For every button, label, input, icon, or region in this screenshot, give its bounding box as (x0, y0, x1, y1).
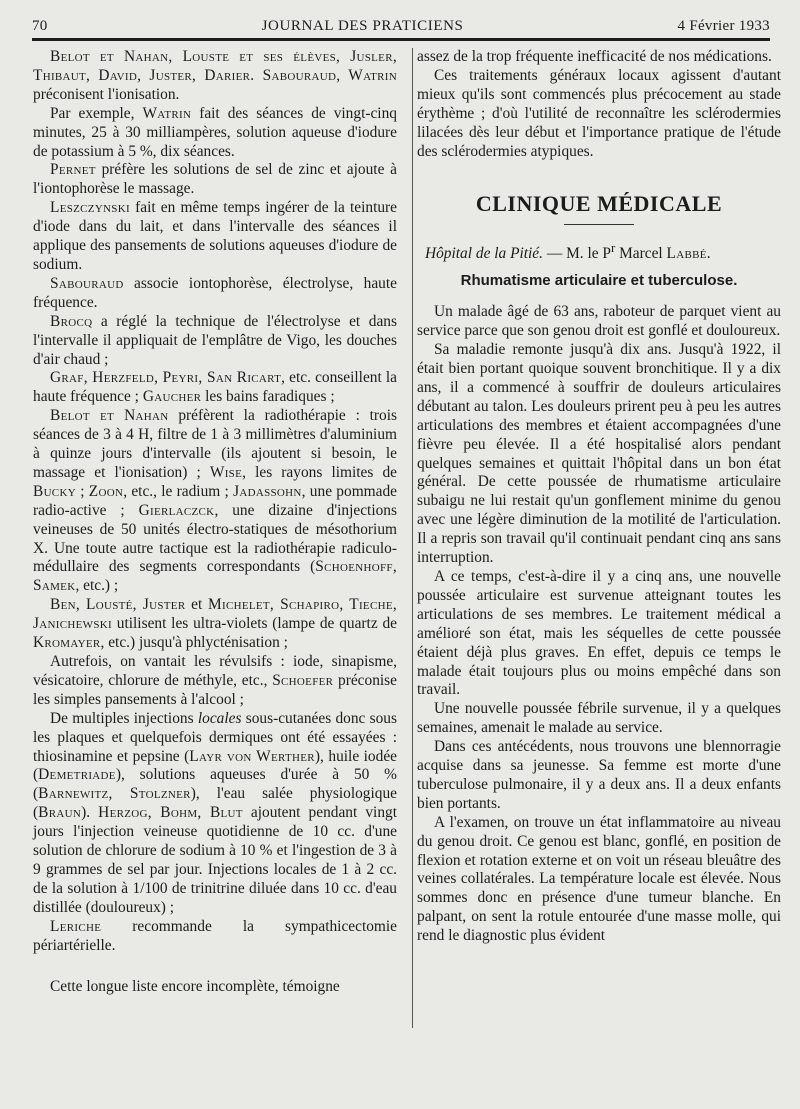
paragraph: A l'examen, on trouve un état inflammatoire au niveau du genou droit. Ce genou est blanc, gonflé, en position de flexion et rotation externe et on voit un réseau bleuâtre des veines collatérales. La température locale est élevée. Nous sommes donc en présence d'une tumeur blanche. En palpant, on sent la rotule entourée d'une masse molle, qui rend le diagnostic plus évident (417, 813, 781, 945)
paragraph: Autrefois, on vantait les révulsifs : iode, sinapisme, vésicatoire, chlorure de méthyle, etc., Schoefer préconise les simples pansements à l'alcool ; (33, 653, 397, 708)
paragraph: Brocq a réglé la technique de l'électrolyse et dans l'intervalle il appliquait de l'emplâtre de Vigo, les douches d'air chaud ; (33, 312, 397, 368)
paragraph: Sa maladie remonte jusqu'à dix ans. Jusqu'à 1922, il était bien portant quoique souvent bronchitique. Il y a dix ans, il a commencé à souffrir de douleurs articulaires débutant au talon. Les douleurs prirent peu à peu les autres articulations des membres et étaient accompagnées d'une fièvre peu élevée. Il a été hospitalisé alors pendant quelques semaines et quittait l'hôpital dans un bon état général. De cette poussée de rhumatisme articulaire subaigu ne lui restait qu'un gonflement minime du genou avec une légère diminution de la motilité de l'articulation. Il a repris son travail qu'il continuait pendant cinq ans sans interruption. (417, 341, 781, 567)
paragraph: Graf, Herzfeld, Peyri, San Ricart, etc. conseillent la haute fréquence ; Gaucher les bains faradiques ; (33, 369, 397, 406)
paragraph: Pernet préfère les solutions de sel de zinc et ajoute à l'iontophorèse le massage. (33, 161, 397, 198)
paragraph: Ces traitements généraux locaux agissent d'autant mieux qu'ils sont commencés plus précocement au stade érythème ; d'où l'utilité de reconnaître les sclérodermies lilacées dès leur début et l'importance pratique de l'étude des sclérodermies atypiques. (417, 66, 781, 160)
section-heading: CLINIQUE MÉDICALE (475, 191, 723, 217)
paragraph: Belot et Nahan préfèrent la radiothérapie : trois séances de 3 à 4 H, filtre de 1 à 3 millimètres d'aluminium à quinze jours d'intervalle (ils ajoutent si besoin, le massage et l'ionisation) ; Wise, les rayons limites de Bucky ; Zoon, etc., le radium ; Jadassohn, une pommade radio-active ; Gierlaczck, une dizaine d'injections veineuses de 50 unités électro-statiques de mésothorium X. Une toute autre tactique est la radiothérapie radiculo-médullaire des segments correspondants (Schoenhoff, Samek, etc.) ; (33, 407, 398, 595)
paragraph: Par exemple, Watrin fait des séances de vingt-cinq minutes, 25 à 30 milliampères, solution aqueuse d'iodure de potassium à 5 %, dix séances. (33, 104, 397, 160)
journal-title: JOURNAL DES PRATICIENS (261, 17, 464, 34)
page-number: 70 (32, 17, 48, 34)
paragraph: Belot et Nahan, Louste et ses élèves, Jusler, Thibaut, David, Juster, Darier. Sabouraud, Watrin préconisent l'ionisation. (33, 48, 397, 103)
paragraph: Leriche recommande la sympathicectomie périartérielle. (33, 917, 397, 954)
article-title: Rhumatisme articulaire et tuberculose. (460, 272, 738, 290)
page-header (32, 14, 770, 38)
right-column (417, 48, 781, 946)
paragraph: Une nouvelle poussée fébrile survenue, il y a quelques semaines, amenait le malade au service. (417, 700, 781, 737)
paragraph: Sabouraud associe iontophorèse, électrolyse, haute fréquence. (33, 274, 397, 311)
issue-date: 4 Février 1933 (677, 17, 770, 34)
heading-underline (564, 224, 634, 225)
paragraph: Leszczynski fait en même temps ingérer de la teinture d'iode dans du lait, et dans l'intervalle des séances il applique des pansements de solutions aqueuses d'iodure de sodium. (33, 199, 397, 273)
paragraph: Un malade âgé de 63 ans, raboteur de parquet vient au service parce que son genou droit est gonflé et douloureux. (417, 303, 781, 340)
paragraph: Dans ces antécédents, nous trouvons une blennorragie acquise dans sa jeunesse. Sa femme est morte d'une tuberculose pulmonaire, il y a deux ans. Il a deux enfants bien portants. (417, 738, 781, 812)
hospital-line: Hôpital de la Pitié. — M. le $P^r$ Marcel Labbé. (425, 241, 711, 263)
left-column (33, 48, 397, 996)
header-rule (32, 38, 770, 41)
paragraph: Cette longue liste encore incomplète, témoigne (50, 977, 340, 995)
section-heading-block (417, 191, 781, 225)
column-divider (412, 48, 413, 1028)
paragraph: Ben, Lousté, Juster et Michelet, Schapiro, Tieche, Janichewski utilisent les ultra-violets (lampe de quartz de Kromayer, etc.) jusqu'à phlycténisation ; (33, 596, 397, 652)
paragraph: De multiples injections locales sous-cutanées donc sous les plaques et quelquefois dermiques ont été essayées : thiosinamine et pepsine (Layr von Werther), huile iodée (Demetriade), solutions aqueuses d'urée à 50 % (Barnewitz, Stolzner), l'eau salée physiologique (Braun). Herzog, Bohm, Blut ajoutent pendant vingt jours l'injection veineuse quotidienne de 10 cc. d'une solution de chlorure de sodium à 10 % et l'ingestion de 3 à 9 grammes de sel par jour. Injections locales de 1 à 2 cc. de la solution à 1/100 de trinitrine diluée dans 10 cc. d'eau distillée (douloureux) ; (33, 709, 398, 916)
paragraph: assez de la trop fréquente inefficacité de nos médications. (417, 48, 772, 65)
paragraph: A ce temps, c'est-à-dire il y a cinq ans, une nouvelle poussée articulaire est survenue atteignant toutes les articulations de ses membres. Le traitement médical a amélioré son état, mais les séquelles de cette poussée étaient déjà plus graves. En effet, depuis ce temps le malade était toujours plus ou moins empêché dans son travail. (417, 567, 781, 699)
